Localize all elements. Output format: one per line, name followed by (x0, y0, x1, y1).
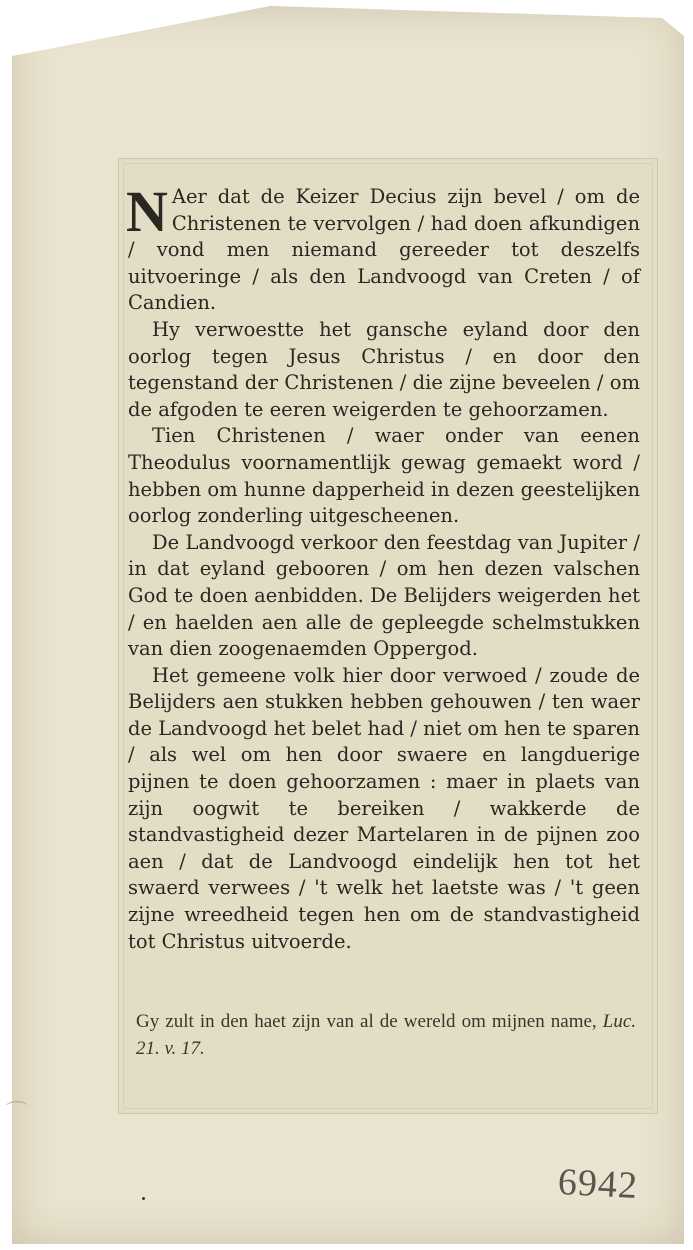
paragraph-4: De Landvoogd verkoor den feestdag van Jupiter / in dat eyland gebooren / om hen dezen valschen God te doen aenbidden. De Belijders weigerden het / en haelden aen alle de gepleegde schelmstukken van dien zoogenaemden Oppergod. (128, 530, 640, 661)
inventory-number: 6942 (556, 1160, 640, 1208)
drop-cap: N (126, 179, 168, 244)
paragraph-1 (126, 179, 640, 317)
paragraph-5: Het gemeene volk hier door verwoed / zoude de Belijders aen stukken hebben gehouwen / ten waer de Landvoogd het belet had / niet om hen te sparen / als wel om hen door swaere en langduerige pijnen te doen gehoorzamen : maer in plaets van zijn oogwit te bereiken / wakkerde de standvastigheid dezer Martelaren in de pijnen zoo aen / dat de Landvoogd eindelijk hen tot het swaerd verwees / 't welk het laetste was / 't geen zijne wreedheid tegen hen om de standvastigheid tot Christus uitvoerde. (128, 663, 640, 953)
ink-dot (142, 1197, 145, 1200)
bible-verse (136, 1008, 636, 1062)
paragraph-1-text: Aer dat de Keizer Decius zijn bevel / om de Christenen te vervolgen / had doen afkundigen / vond men niemand gereeder tot deszelfs uitvoeringe / als den Landvoogd van Creten / of Candien. (128, 185, 640, 315)
verse-reference: Luc. 21. v. 17. (136, 1011, 636, 1059)
body-text (126, 179, 640, 955)
stain-mark-icon: ⌒ (6, 1101, 29, 1126)
verse-text: Gy zult in den haet zijn van al de wereld om mijnen name, (136, 1011, 597, 1032)
paragraph-3: Tien Christenen / waer onder van eenen Theodulus voornamentlijk gewag gemaekt word / hebben om hunne dapperheid in dezen geestelijken oorlog zonderling uitgescheenen. (128, 424, 640, 528)
paragraph-2: Hy verwoestte het gansche eyland door den oorlog tegen Jesus Christus / en door den tegenstand der Christenen / die zijne beveelen / om de afgoden te eeren weigerden te gehoorzamen. (128, 317, 640, 421)
